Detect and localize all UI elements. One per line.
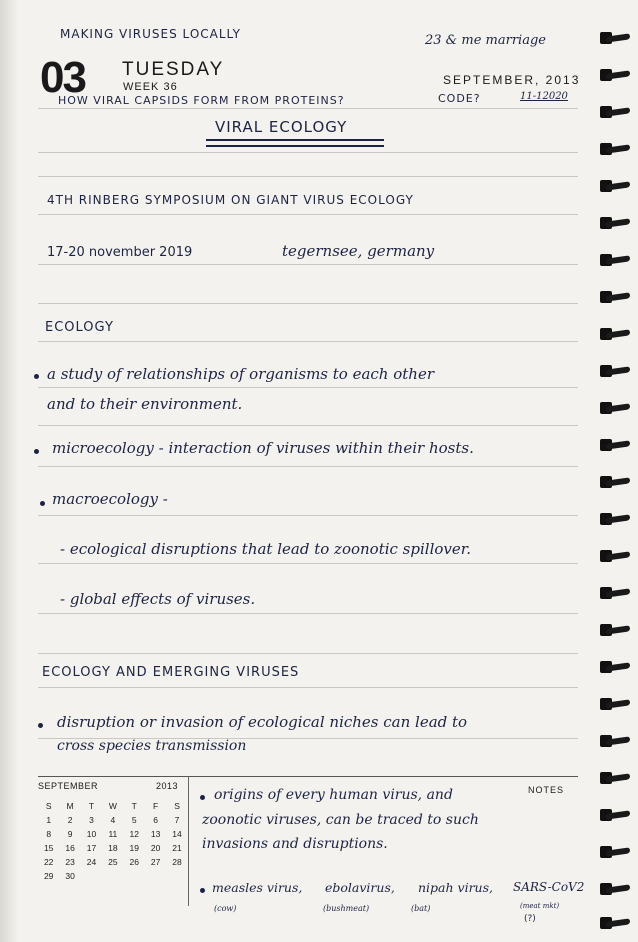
bullet-dot: [200, 888, 205, 893]
calendar-day: 26: [129, 857, 139, 867]
calendar-day-header: F: [153, 801, 159, 811]
calendar-day: [145, 871, 166, 881]
event-name: 4TH RINBERG SYMPOSIUM ON GIANT VIRUS ECOLOGY: [47, 193, 414, 207]
bullet-dot: [38, 723, 43, 728]
emerging-line2: cross species transmission: [57, 738, 247, 754]
calendar-day-header: S: [174, 801, 180, 811]
calendar-year: 2013: [156, 781, 179, 791]
day-number: 03: [40, 53, 85, 102]
weekday: TUESDAY: [122, 59, 225, 80]
example-source-nipah: (bat): [411, 904, 431, 913]
calendar-day: [81, 871, 102, 881]
event-dates: 17-20 november 2019: [47, 245, 193, 260]
bullet-dot: [34, 449, 39, 454]
example-virus-measles: measles virus,: [212, 880, 303, 895]
calendar-day: 16: [65, 843, 75, 853]
example-virus-nipah: nipah virus,: [418, 880, 493, 895]
macroecology-line: macroecology -: [52, 490, 168, 508]
code-note: CODE?: [438, 92, 481, 105]
calendar-divider: [188, 776, 189, 906]
calendar-day-header: T: [88, 801, 95, 811]
calendar-day: 29: [43, 871, 54, 881]
calendar-day: 13: [150, 829, 161, 839]
calendar-day: 10: [86, 829, 97, 839]
calendar-day: 17: [86, 843, 97, 853]
emerging-line1: disruption or invasion of ecological niches can lead to: [57, 713, 468, 731]
calendar-day-header: S: [45, 801, 52, 811]
right-number: 11-12020: [520, 91, 568, 102]
page-title: VIRAL ECOLOGY: [215, 118, 348, 136]
calendar-day: [124, 871, 145, 881]
calendar-day: 21: [172, 843, 182, 853]
date-label: SEPTEMBER, 2013: [443, 73, 581, 87]
event-place: tegernsee, germany: [282, 242, 435, 260]
unknown-mark: (?): [524, 914, 536, 924]
macroecology-sub1: - ecological disruptions that lead to zoonotic spillover.: [60, 540, 472, 558]
calendar-day: 27: [150, 857, 161, 867]
microecology-line: microecology - interaction of viruses within their hosts.: [52, 439, 474, 457]
calendar-grid: [38, 801, 188, 881]
calendar-day-header: T: [131, 801, 137, 811]
ecology-definition-line1: a study of relationships of organisms to each other: [47, 365, 435, 383]
bullet-dot: [34, 374, 39, 379]
calendar-month: SEPTEMBER: [38, 781, 99, 791]
calendar-day: [166, 871, 187, 881]
origins-line3: invasions and disruptions.: [202, 836, 388, 852]
page-edge-shadow: [0, 0, 18, 942]
question-line: HOW VIRAL CAPSIDS FORM FROM PROTEINS?: [58, 94, 345, 107]
calendar-day: 1: [46, 815, 52, 825]
top-left-note: MAKING VIRUSES LOCALLY: [60, 27, 241, 41]
example-source-measles: (cow): [214, 904, 237, 913]
week-number: WEEK 36: [123, 81, 178, 93]
calendar-day: 23: [65, 857, 75, 867]
calendar-day: 5: [131, 815, 137, 825]
calendar-day: 14: [172, 829, 182, 839]
bullet-dot: [200, 795, 205, 800]
calendar-day: 2: [67, 815, 73, 825]
example-virus-ebola: ebolavirus,: [325, 880, 395, 895]
origins-line2: zoonotic viruses, can be traced to such: [202, 812, 479, 828]
title-underline-1: [206, 139, 384, 141]
ecology-definition-line2: and to their environment.: [47, 395, 243, 413]
calendar-day: [102, 871, 123, 881]
calendar-day: 3: [89, 815, 94, 825]
calendar-day: 20: [150, 843, 161, 853]
origins-line1: origins of every human virus, and: [214, 787, 453, 803]
calendar-day: 25: [108, 857, 118, 867]
calendar-day: 8: [46, 829, 52, 839]
ecology-heading: ECOLOGY: [45, 320, 114, 335]
example-source-ebola: (bushmeat): [323, 904, 370, 913]
example-source-sars: (meat mkt): [520, 902, 560, 910]
calendar-day-header: M: [66, 801, 74, 811]
example-virus-sars: SARS-CoV2: [513, 880, 585, 894]
emerging-heading: ECOLOGY AND EMERGING VIRUSES: [42, 665, 300, 680]
calendar-day: 19: [129, 843, 139, 853]
calendar-day: 7: [174, 815, 180, 825]
calendar-day-header: W: [108, 801, 117, 811]
calendar-day: 18: [108, 843, 118, 853]
calendar-day: 4: [110, 815, 116, 825]
calendar-day: 11: [108, 829, 118, 839]
calendar-day: 22: [43, 857, 54, 867]
macroecology-sub2: - global effects of viruses.: [60, 590, 256, 608]
bullet-dot: [40, 501, 45, 506]
calendar-day: 15: [43, 843, 54, 853]
notes-label: NOTES: [528, 785, 565, 795]
calendar-day: 9: [67, 829, 73, 839]
calendar-day: 12: [129, 829, 139, 839]
top-right-note: 23 & me marriage: [425, 33, 546, 48]
calendar-day: 6: [153, 815, 159, 825]
calendar-day: 24: [86, 857, 97, 867]
calendar-day: 30: [65, 871, 75, 881]
title-underline-2: [206, 145, 384, 147]
calendar-day: 28: [172, 857, 182, 867]
